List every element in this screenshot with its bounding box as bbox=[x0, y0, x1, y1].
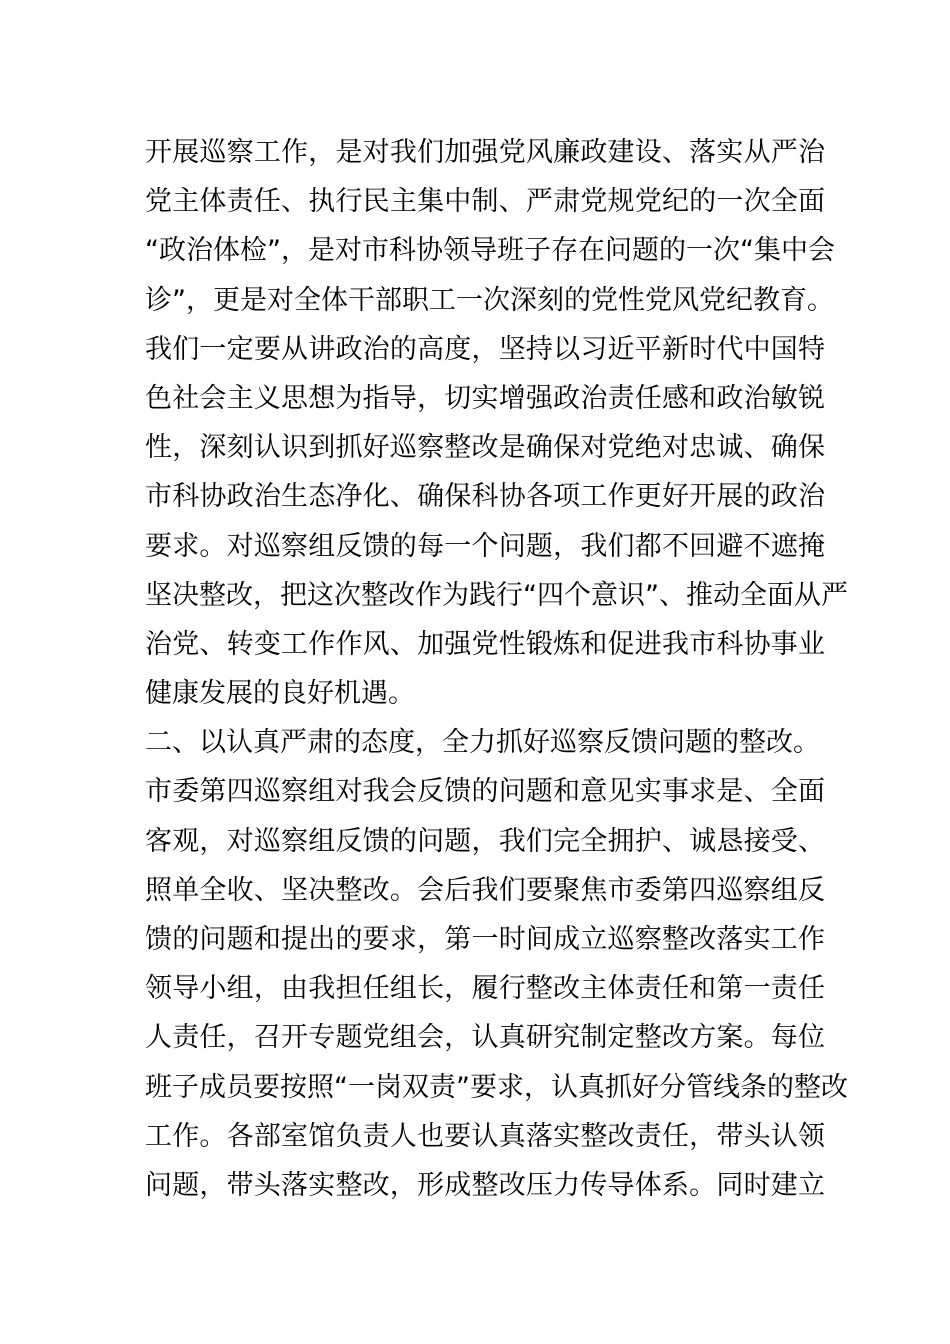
text-line: “政治体检”，是对市科协领导班子存在问题的一次“集中会 bbox=[145, 235, 835, 267]
text-line: 市科协政治生态净化、确保科协各项工作更好开展的政治 bbox=[145, 481, 825, 513]
text-line: 工作。各部室馆负责人也要认真落实整改责任，带头认领 bbox=[145, 1120, 825, 1152]
text-line: 市委第四巡察组对我会反馈的问题和意见实事求是、全面 bbox=[145, 776, 825, 808]
text-line: 照单全收、坚决整改。会后我们要聚焦市委第四巡察组反 bbox=[145, 874, 825, 906]
text-line: 人责任，召开专题党组会，认真研究制定整改方案。每位 bbox=[145, 1022, 825, 1054]
text-line: 领导小组，由我担任组长，履行整改主体责任和第一责任 bbox=[145, 973, 825, 1005]
text-line-paragraph-end: 健康发展的良好机遇。 bbox=[145, 678, 415, 710]
section-heading: 二、以认真严肃的态度，全力抓好巡察反馈问题的整改。 bbox=[145, 727, 820, 759]
text-line: 性，深刻认识到抓好巡察整改是确保对党绝对忠诚、确保 bbox=[145, 432, 825, 464]
text-line: 客观，对巡察组反馈的问题，我们完全拥护、诚恳接受、 bbox=[145, 825, 825, 857]
body-text bbox=[145, 128, 848, 1210]
text-line: 要求。对巡察组反馈的每一个问题，我们都不回避不遮掩 bbox=[145, 530, 825, 562]
text-line: 色社会主义思想为指导，切实增强政治责任感和政治敏锐 bbox=[145, 382, 825, 414]
text-line: 问题，带头落实整改，形成整改压力传导体系。同时建立 bbox=[145, 1169, 825, 1201]
text-line: 党主体责任、执行民主集中制、严肃党规党纪的一次全面 bbox=[145, 186, 825, 218]
text-line: 治党、转变工作作风、加强党性锻炼和促进我市科协事业 bbox=[145, 628, 825, 660]
text-line: 开展巡察工作，是对我们加强党风廉政建设、落实从严治 bbox=[145, 137, 825, 168]
text-line: 诊”，更是对全体干部职工一次深刻的党性党风党纪教育。 bbox=[145, 284, 834, 316]
text-line: 坚决整改，把这次整改作为践行“四个意识”、推动全面从严 bbox=[145, 579, 848, 611]
text-line: 班子成员要按照“一岗双责”要求，认真抓好分管线条的整改 bbox=[145, 1071, 848, 1103]
text-line: 馈的问题和提出的要求，第一时间成立巡察整改落实工作 bbox=[145, 924, 825, 955]
text-line: 我们一定要从讲政治的高度，坚持以习近平新时代中国特 bbox=[145, 333, 825, 365]
